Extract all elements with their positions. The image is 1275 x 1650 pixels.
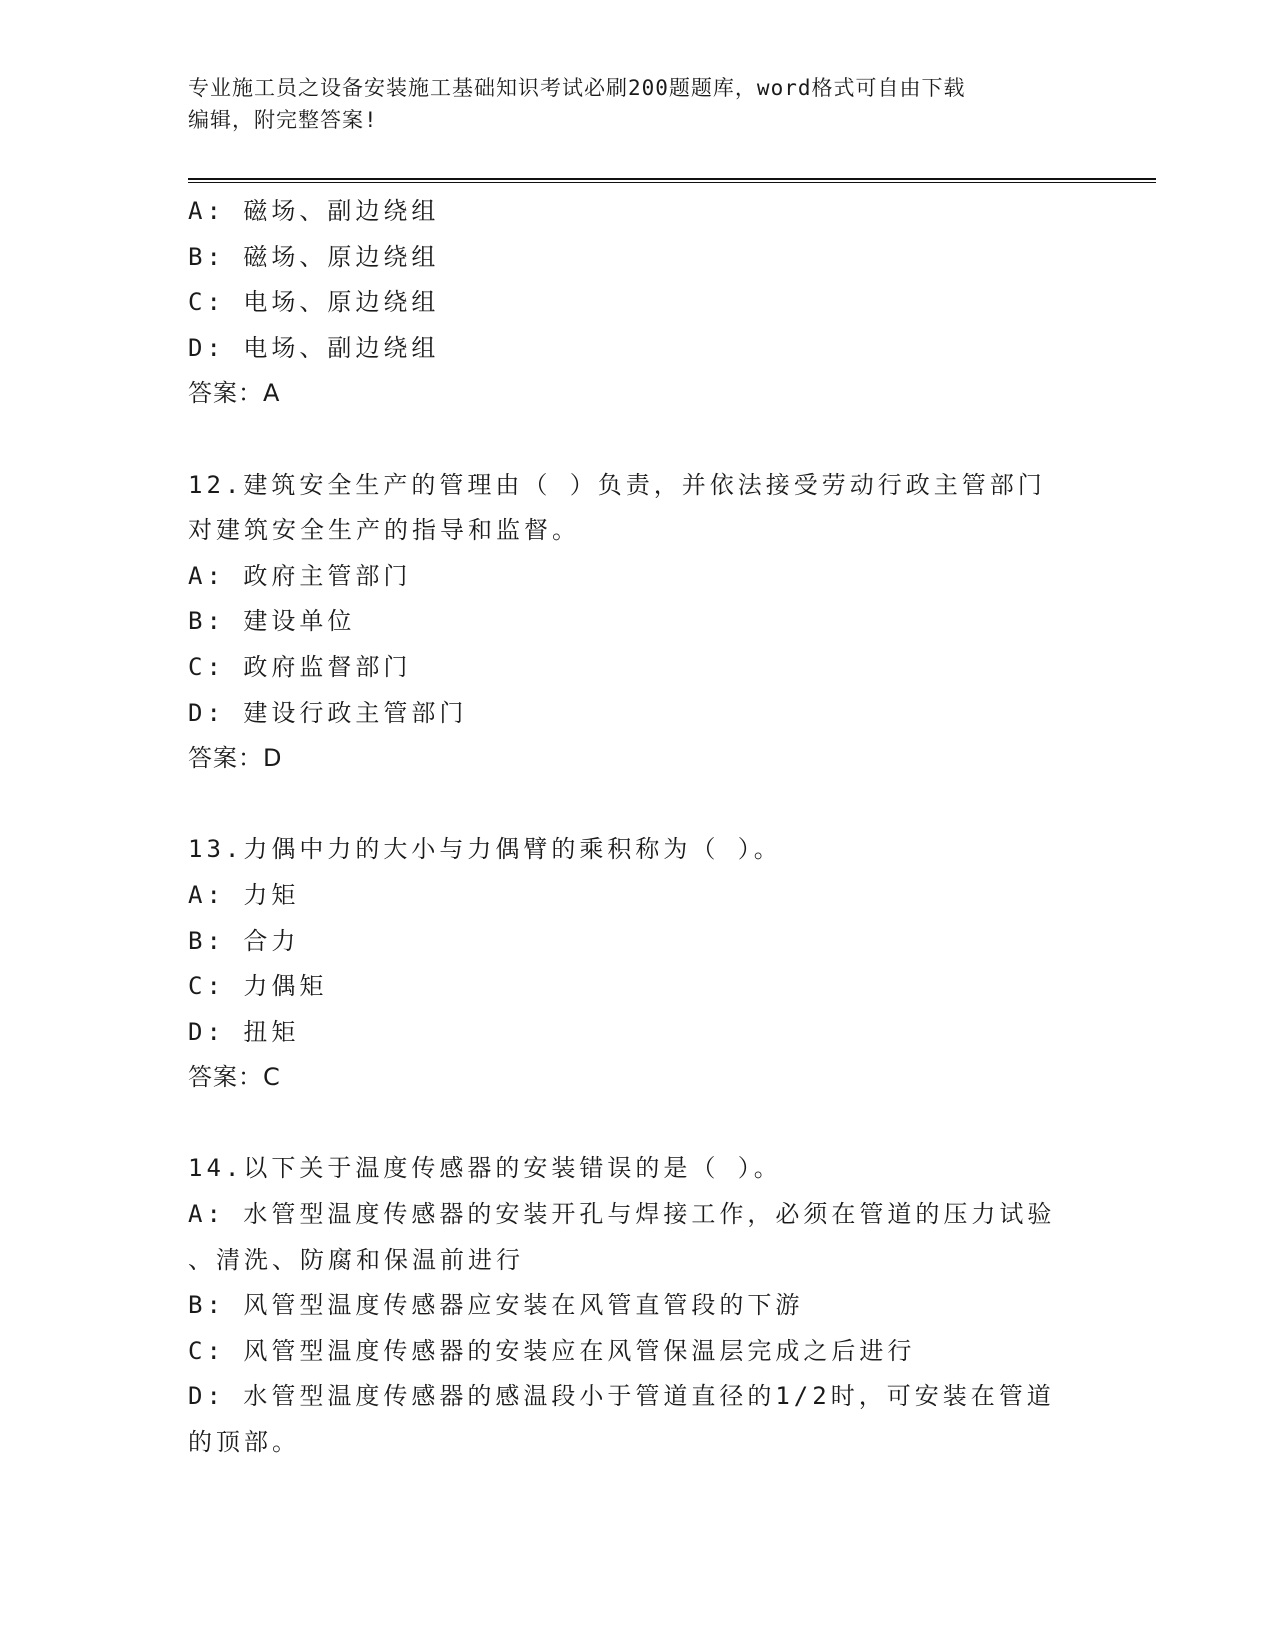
question-12-option-d: D: 建设行政主管部门 [188, 698, 468, 727]
document-body [188, 189, 1088, 1466]
question-12-option-b: B: 建设单位 [188, 607, 356, 636]
spacer [188, 1101, 1088, 1147]
question-14-option-a-line-1: A: 水管型温度传感器的安装开孔与焊接工作，必须在管道的压力试验 [188, 1200, 1056, 1229]
question-12-block [188, 463, 1088, 782]
question-13-answer: 答案：C [188, 1063, 281, 1092]
question-14-block [188, 1146, 1088, 1465]
spacer [188, 417, 1088, 463]
question-13-option-c: C: 力偶矩 [188, 972, 328, 1001]
question-12-stem-line-2: 对建筑安全生产的指导和监督。 [188, 516, 580, 545]
question-12-stem-line-1: 12.建筑安全生产的管理由（ ）负责，并依法接受劳动行政主管部门 [188, 470, 1046, 499]
question-13-option-a: A: 力矩 [188, 880, 300, 909]
question-11-answer: 答案：A [188, 379, 281, 408]
question-13-stem: 13.力偶中力的大小与力偶臂的乘积称为（ ）。 [188, 835, 782, 864]
question-14-option-d-line-1: D: 水管型温度传感器的感温段小于管道直径的1/2时，可安装在管道 [188, 1382, 1055, 1411]
question-11-option-d: D: 电场、副边绕组 [188, 333, 440, 362]
header-title-line-2: 编辑，附完整答案! [188, 108, 378, 132]
question-13-option-d: D: 扭矩 [188, 1017, 300, 1046]
question-11-option-a: A: 磁场、副边绕组 [188, 197, 440, 225]
question-12-option-a: A: 政府主管部门 [188, 561, 412, 590]
spacer [188, 782, 1088, 828]
question-13-block [188, 827, 1088, 1101]
question-14-option-a-line-2: 、清洗、防腐和保温前进行 [188, 1245, 524, 1274]
question-12-option-c: C: 政府监督部门 [188, 652, 412, 681]
question-11-block [188, 189, 1088, 417]
question-12-answer: 答案：D [188, 744, 283, 773]
question-14-option-b: B: 风管型温度传感器应安装在风管直管段的下游 [188, 1291, 804, 1320]
question-14-option-c: C: 风管型温度传感器的安装应在风管保温层完成之后进行 [188, 1336, 916, 1365]
question-11-option-b: B: 磁场、原边绕组 [188, 242, 440, 271]
question-14-stem: 14.以下关于温度传感器的安装错误的是（ ）。 [188, 1154, 782, 1183]
header-divider [188, 178, 1156, 183]
question-11-option-c: C: 电场、原边绕组 [188, 288, 440, 317]
document-header [188, 72, 1068, 136]
header-title-line-1: 专业施工员之设备安装施工基础知识考试必刷200题题库，word格式可自由下载 [188, 76, 966, 100]
question-14-option-d-line-2: 的顶部。 [188, 1428, 300, 1457]
question-13-option-b: B: 合力 [188, 926, 300, 955]
